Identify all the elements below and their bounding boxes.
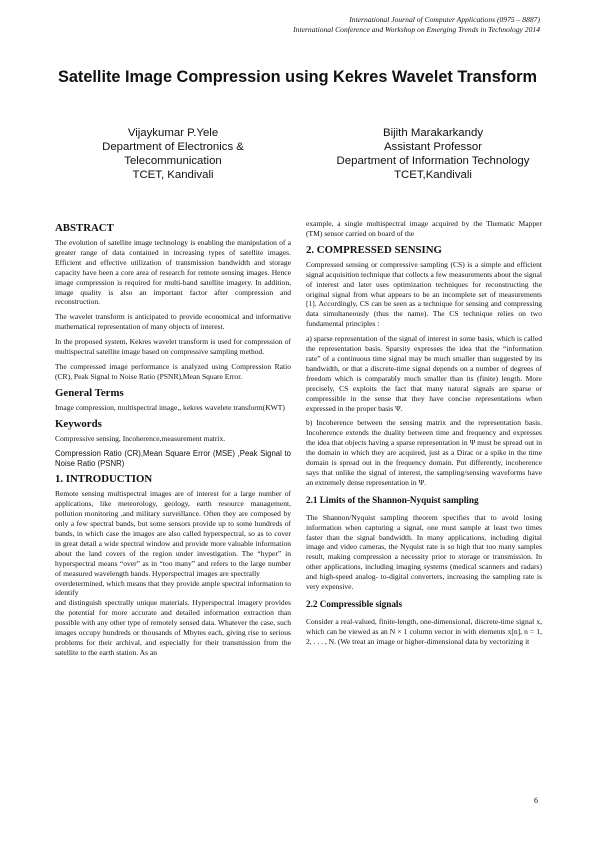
author-1-affiliation-line: Department of Electronics & (102, 141, 244, 153)
author-2-affiliation-line: Department of Information Technology (336, 155, 530, 167)
keywords-text-continued: Compression Ratio (CR),Mean Square Error (MSE) ,Peak Signal to Noise Ratio (PSNR) (55, 448, 291, 468)
abstract-paragraph: In the proposed system, Kekres wavelet transform is used for compression of multispectral satellite image based on compressive sampling method. (55, 337, 291, 357)
left-column (55, 218, 291, 658)
keywords-heading: Keywords (55, 417, 102, 430)
section-2-2-heading: 2.2 Compressible signals (306, 599, 403, 609)
author-2-affiliation-line: TCET,Kandivali (394, 169, 472, 181)
introduction-paragraph: Remote sensing multispectral images are of interest for a large number of applications, like meteorology, geology, earth resource management, pollution monitoring ,and military surveillance. Often they are composed by only a few spectral bands, but some sensors provide up to some hundreds of bands, in which case the images are also called hyperspectral, so as to cover in great detail a wide spectral window and provide more valuable information about the land covers of the region under investigation. The “hyper” in hyperspectral means “over” as in “too many” and refers to the large number of measured wavelength bands. Hyperspectral images are spectrally (55, 489, 291, 578)
author-1-affiliation-line: TCET, Kandivali (132, 169, 214, 181)
author-1-affiliation-line: Telecommunication (124, 155, 222, 167)
right-column (306, 219, 542, 652)
page-number: 6 (534, 796, 538, 805)
section-2-paragraph: Compressed sensing or compressive sampling (CS) is a simple and efficient signal acquisition technique that collects a few measurements about the signal of interest and later uses optimization techniques for reconstructing the original signal from what appears to be an incomplete set of measurements [1]. Accordingly, CS can be seen as a technique for sensing and compressing data simultaneously (thus the name). The CS technique relies on two fundamental principles : (306, 259, 542, 329)
abstract-heading: ABSTRACT (55, 222, 114, 234)
author-1-name: Vijaykumar P.Yele (127, 127, 219, 139)
abstract-paragraph: The compressed image performance is analyzed using Compression Ratio (CR), Peak Signal to Noise Ratio (PSNR),Mean Square Error. (55, 361, 291, 381)
section-2-heading: 2. COMPRESSED SENSING (306, 243, 442, 256)
introduction-paragraph: and distinguish spectrally unique materials. Hyperspectral imagery provides the potential for more accurate and detailed information extraction than possible with any other type of remotely sensed data. Whatever the case, such images occupy hundreds or thousands of Mbytes each, giving rise to serious problems for their archival, and especially for their transmission from the satellite to the earth station. As an (55, 598, 291, 657)
journal-header: International Journal of Computer Applications (0975 – 8887) (349, 15, 540, 24)
section-2-1-heading: 2.1 Limits of the Shannon-Nyquist sampling (306, 494, 479, 505)
general-terms-heading: General Terms (55, 386, 124, 399)
introduction-heading: 1. INTRODUCTION (55, 473, 153, 486)
general-terms-text: Image compression, multispectral image,, kekres wavelete transform(KWT) (55, 402, 285, 412)
abstract-paragraph: The wavelet transform is anticipated to provide economical and informative mathematical representation of many objects of interest. (55, 312, 291, 332)
author-2-name: Bijith Marakarkandy (382, 127, 484, 139)
author-block-2 (318, 126, 548, 182)
keywords-text: Compressive sensing, Incoherence,measurement matrix. (55, 433, 226, 443)
section-2-paragraph: b) Incoherence between the sensing matrix and the representation basis. Incoherence extends the duality between time and frequency and expresses the idea that objects having a sparse representation in Ψ must be spread out in the domain in which they are acquired, just as a Dirac or a spike in the time domain is spread out in the frequency domain. Put differently, incoherence says that unlike the signal of interest, the sampling/sensing waveforms have an extremely dense representation in Ψ. (306, 418, 542, 487)
author-2-position: Assistant Professor (383, 141, 483, 153)
section-2-1-paragraph: The Shannon/Nyquist sampling theorem specifies that to avoid losing information when capturing a signal, one must sample at least two times faster than the signal bandwidth. In many applications, including digital image and video cameras, the Nyquist rate is so high that too many samples result, making compression a necessity prior to storage or transmission. In other applications, including imaging systems (medical scanners and radars) and high-speed analog- to-digital converters, increasing the sampling rate is very expensive. (306, 512, 542, 592)
author-block-1 (78, 126, 268, 182)
abstract-paragraph: The evolution of satellite image technology is enabling the manipulation of a greater range of data contained in increasing types of satellite images. Efficient and effective utilization of transmission bandwidth and storage capacity have been a core area of research for remote sensing images. Hence image compression is required for multi-band satellite imagery. In addition, image quality is also an important factor after compression and reconstruction. (55, 238, 291, 307)
section-2-2-paragraph: Consider a real-valued, finite-length, one-dimensional, discrete-time signal x, which can be viewed as an N × 1 column vector in with elements x[n], n = 1, 2, . . . , N. (We treat an image or higher-dimensional data by vectorizing it (306, 617, 542, 646)
paper-title: Satellite Image Compression using Kekres Wavelet Transform (58, 68, 537, 86)
conference-header: International Conference and Workshop on Emerging Trends in Technology 2014 (293, 25, 540, 34)
section-2-paragraph: a) sparse representation of the signal of interest in some basis, which is called the representation basis. Sparsity expresses the idea that the “information rate” of a continuous time signal may be much smaller than suggested by its bandwidth, or that a discrete-time signal depends on a number of degrees of freedom which is comparably much smaller than its (finite) length. More precisely, CS exploits the fact that many natural signals are sparse or compressible in the sense that they have concise representations when expressed in the proper basis Ψ. (306, 334, 542, 413)
introduction-paragraph: overdetermined, which means that they provide ample spectral information to identify (55, 578, 291, 598)
introduction-continued: example, a single multispectral image acquired by the Thematic Mapper (TM) sensor carried on board of the (306, 219, 542, 238)
